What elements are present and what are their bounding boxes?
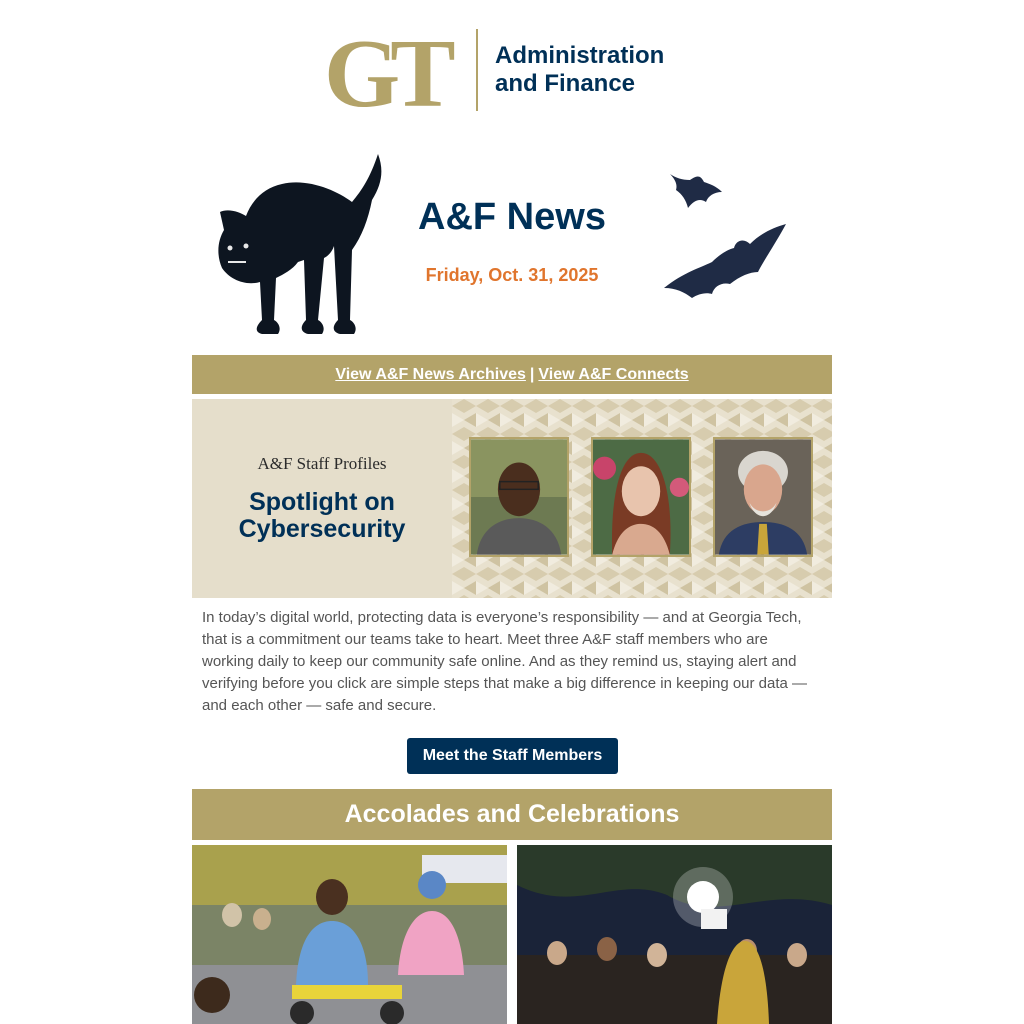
logo-unit-name bbox=[495, 42, 664, 98]
archive-links-bar bbox=[192, 355, 832, 394]
night-rally-photo[interactable] bbox=[517, 845, 832, 1024]
logo-divider bbox=[476, 29, 478, 111]
spotlight-banner[interactable] bbox=[192, 399, 832, 598]
spotlight-headline-line1: Spotlight on bbox=[249, 488, 395, 516]
spotlight-text-area bbox=[192, 399, 452, 598]
svg-text:GT: GT bbox=[324, 26, 446, 116]
meet-staff-button[interactable]: Meet the Staff Members bbox=[407, 738, 618, 774]
staff-portrait-1-image bbox=[471, 439, 567, 555]
news-archives-link[interactable]: View A&F News Archives bbox=[335, 365, 526, 383]
buggy-race-image bbox=[192, 845, 507, 1024]
links-separator: | bbox=[529, 365, 535, 383]
staff-photo-3[interactable] bbox=[713, 437, 813, 557]
spotlight-headline-line2: Cybersecurity bbox=[238, 515, 406, 543]
spotlight-headline bbox=[192, 489, 452, 543]
staff-portrait-2-image bbox=[593, 439, 689, 555]
buggy-race-photo[interactable] bbox=[192, 845, 507, 1024]
newsletter-title: A&F News bbox=[418, 196, 606, 238]
staff-portrait-3-image bbox=[715, 439, 811, 555]
logo-unit-line1: Administration bbox=[495, 42, 665, 69]
night-rally-image bbox=[517, 845, 832, 1024]
spotlight-kicker: A&F Staff Profiles bbox=[257, 454, 387, 473]
logo-unit-line2: and Finance bbox=[495, 70, 636, 97]
intro-paragraph: In today’s digital world, protecting data is everyone’s responsibility — and at Georgia Tech, that is a commitment our teams take to heart. Meet three A&F staff members who are working daily to keep our community safe online. And as they remind us, staying alert and verifying before you click are simple steps that make a big difference in keeping our data — and each other — safe and secure. bbox=[202, 609, 808, 714]
staff-photo-1[interactable] bbox=[469, 437, 569, 557]
bats-icon bbox=[660, 168, 795, 304]
af-connects-link[interactable]: View A&F Connects bbox=[538, 365, 689, 383]
staff-photo-2[interactable] bbox=[591, 437, 691, 557]
section-header bbox=[192, 789, 832, 840]
section-title: Accolades and Celebrations bbox=[344, 800, 680, 828]
newsletter-date: Friday, Oct. 31, 2025 bbox=[425, 265, 599, 285]
gt-logo-icon bbox=[324, 26, 464, 116]
black-cat-icon bbox=[212, 150, 387, 338]
gt-af-logo[interactable] bbox=[320, 26, 680, 116]
